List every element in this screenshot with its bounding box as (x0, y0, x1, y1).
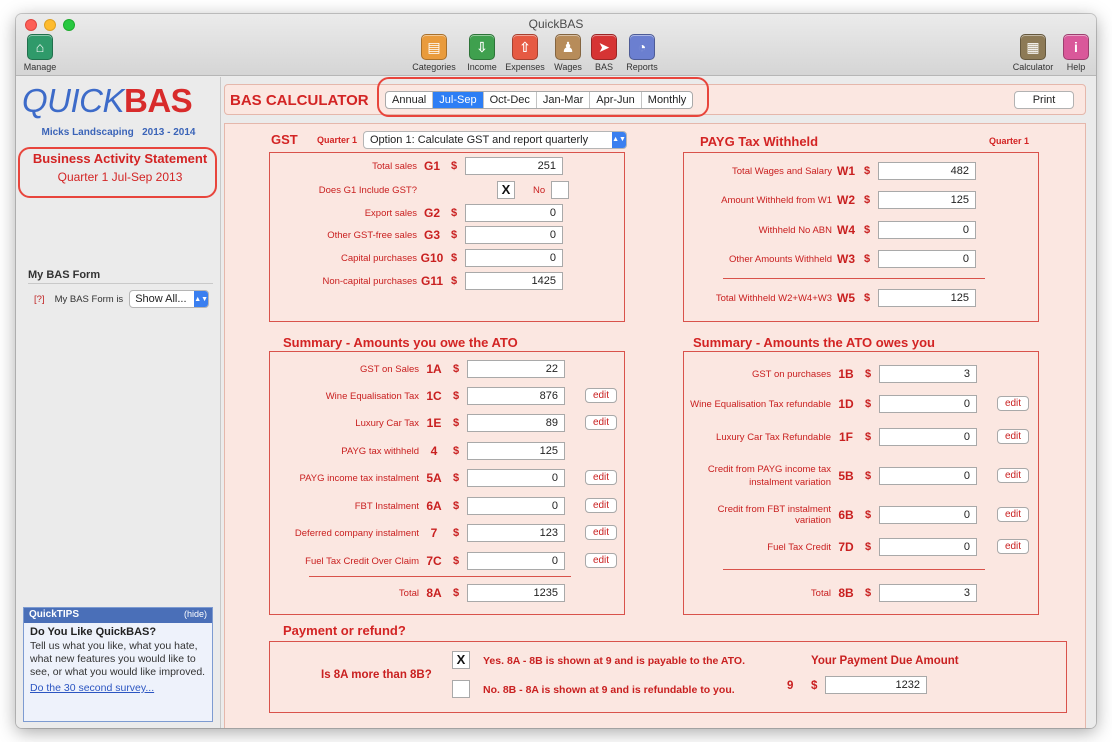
owe-4-dollar: $ (452, 445, 460, 457)
gst-g2-code: G2 (423, 206, 440, 220)
owes-7d-dollar: $ (864, 541, 872, 553)
gst-includes-no-label: No (533, 184, 546, 196)
owes-1f-dollar: $ (864, 431, 872, 443)
bas-button[interactable] (589, 34, 619, 72)
gst-g2-dollar: $ (450, 207, 458, 219)
owe-1a-label: GST on Sales (360, 363, 419, 375)
owe-1c-label: Wine Equalisation Tax (325, 390, 419, 402)
period-tab-oct-dec[interactable]: Oct-Dec (484, 92, 537, 108)
help-button[interactable] (1062, 34, 1090, 72)
help-label: Help (1066, 62, 1086, 72)
quicktips-panel (23, 607, 213, 722)
payg-w1-dollar: $ (863, 165, 871, 177)
payg-w3-field[interactable]: 0 (878, 250, 976, 268)
payment-due-field[interactable]: 1232 (825, 676, 927, 694)
owe-5a-row (275, 469, 565, 487)
main-area (222, 77, 1096, 728)
owes-1f-edit-button[interactable]: edit (997, 429, 1029, 444)
owes-7d-label: Fuel Tax Credit (767, 541, 831, 553)
payg-w4-field[interactable]: 0 (878, 221, 976, 239)
reports-label: Reports (626, 62, 658, 72)
logo-quick-text: QUICK (22, 82, 125, 119)
owe-4-label: PAYG tax withheld (341, 445, 419, 457)
owe-6a-field[interactable]: 0 (467, 497, 565, 515)
owes-1b-dollar: $ (864, 368, 872, 380)
owes-1d-label: Wine Equalisation Tax refundable (690, 398, 831, 410)
owes-1f-row (689, 428, 977, 446)
owes-1d-code: 1D (838, 397, 854, 411)
payg-w5-field[interactable]: 125 (878, 289, 976, 307)
people-icon: ♟ (555, 34, 581, 60)
owes-5b-code: 5B (838, 469, 854, 483)
expenses-button[interactable] (503, 34, 547, 72)
owes-6b-field[interactable]: 0 (879, 506, 977, 524)
quicktips-hide-link[interactable]: (hide) (183, 609, 207, 619)
payg-w5-label: Total Withheld W2+W4+W3 (715, 292, 832, 304)
owes-1f-code: 1F (838, 430, 853, 444)
gst-g1-label: Total sales (372, 160, 417, 172)
statement-period: Quarter 1 Jul-Sep 2013 (57, 170, 183, 184)
survey-link[interactable]: Do the 30 second survey... (30, 682, 155, 694)
payg-w3-dollar: $ (863, 253, 871, 265)
calculator-label: Calculator (1012, 62, 1054, 72)
gst-quarter: Quarter 1 (317, 135, 358, 145)
owe-1a-row (275, 360, 565, 378)
owe-7-code: 7 (430, 526, 438, 540)
owe-7c-code: 7C (426, 554, 442, 568)
owe-4-code: 4 (430, 444, 438, 458)
owes-6b-row (689, 506, 977, 524)
owe-1a-code: 1A (426, 362, 442, 376)
calculator-button[interactable] (1008, 34, 1058, 72)
gst-g10-row (275, 249, 563, 267)
owe-8a-field[interactable]: 1235 (467, 584, 565, 602)
company-info (16, 127, 221, 138)
period-tab-jan-mar[interactable]: Jan-Mar (537, 92, 590, 108)
owes-8b-label: Total (810, 587, 831, 599)
owes-5b-dollar: $ (864, 470, 872, 482)
owe-7c-field[interactable]: 0 (467, 552, 565, 570)
owes-1d-row (689, 395, 977, 413)
payg-total-rule (723, 278, 985, 279)
gst-g10-label: Capital purchases (340, 252, 417, 264)
refundable-text: No. 8B - 8A is shown at 9 and is refundable to you. (483, 684, 735, 696)
app-window (16, 14, 1096, 728)
owe-5a-code: 5A (426, 471, 442, 485)
owes-6b-label: Credit from FBT instalment variation (717, 504, 831, 526)
gst-g2-label: Export sales (364, 207, 417, 219)
select-arrows-icon: ▲▼ (194, 291, 208, 307)
owe-6a-row (275, 497, 565, 515)
calculator-title: BAS CALCULATOR (230, 92, 369, 109)
payg-w4-label: Withheld No ABN (758, 224, 832, 236)
income-button[interactable] (462, 34, 502, 72)
owe-1e-field[interactable]: 89 (467, 414, 565, 432)
gst-g11-dollar: $ (450, 275, 458, 287)
gst-includes-label: Does G1 Include GST? (318, 184, 417, 196)
owe-7-label: Deferred company instalment (294, 527, 419, 539)
gst-g11-code: G11 (420, 274, 444, 288)
owes-8b-code: 8B (838, 586, 854, 600)
mybas-form-select[interactable] (129, 290, 209, 308)
payg-w1-label: Total Wages and Salary (732, 165, 832, 177)
owe-7c-label: Fuel Tax Credit Over Claim (305, 555, 419, 567)
home-icon: ⌂ (27, 34, 53, 60)
select-arrows-icon: ▲▼ (612, 132, 626, 148)
owes-5b-row (689, 461, 977, 491)
payg-w4-code: W4 (837, 223, 855, 237)
payg-w4-dollar: $ (863, 224, 871, 236)
payg-w5-dollar: $ (863, 292, 871, 304)
payg-w4-row (689, 221, 976, 239)
owes-1d-edit-button[interactable]: edit (997, 396, 1029, 411)
owes-1b-row (689, 365, 977, 383)
owe-7c-dollar: $ (452, 555, 460, 567)
mybas-label: My BAS Form is (54, 293, 124, 305)
wages-button[interactable] (549, 34, 587, 72)
gst-g3-label: Other GST-free sales (327, 229, 417, 241)
gst-g10-code: G10 (420, 251, 444, 265)
calculator-icon: ▦ (1020, 34, 1046, 60)
owe-7-field[interactable]: 123 (467, 524, 565, 542)
owe-1e-label: Luxury Car Tax (355, 417, 419, 429)
quicktips-body: Tell us what you like, what you hate, what new features you would like to see, or what you would like improved. (30, 640, 206, 678)
owes-5b-edit-button[interactable]: edit (997, 468, 1029, 483)
owes-8b-dollar: $ (864, 587, 872, 599)
gst-g1-dollar: $ (450, 160, 458, 172)
categories-button[interactable] (408, 34, 460, 72)
gst-g10-dollar: $ (450, 252, 458, 264)
owe-7c-row (275, 552, 565, 570)
gst-g3-code: G3 (423, 228, 440, 242)
owe-1e-edit-button[interactable]: edit (585, 415, 617, 430)
bas-label: BAS (594, 62, 613, 72)
owes-5b-label: Credit from PAYG income tax instalment variation (707, 464, 831, 488)
period-tab-monthly[interactable]: Monthly (647, 94, 687, 106)
owes-1f-field[interactable]: 0 (879, 428, 977, 446)
sidebar (16, 77, 221, 728)
toolbar (16, 14, 1096, 76)
payg-title: PAYG Tax Withheld (700, 134, 819, 149)
mybas-heading: My BAS Form (28, 269, 213, 284)
owes-7d-edit-button[interactable]: edit (997, 539, 1029, 554)
gst-g11-label: Non-capital purchases (322, 275, 417, 287)
print-button[interactable]: Print (1014, 91, 1074, 109)
gst-includes-yes-checkbox[interactable]: X (497, 181, 515, 199)
owe-7c-edit-button[interactable]: edit (585, 553, 617, 568)
owes-5b-field[interactable]: 0 (879, 467, 977, 485)
mybas-help-link[interactable]: [?] (34, 293, 45, 305)
gst-g1-field[interactable]: 251 (465, 157, 563, 175)
owe-8a-dollar: $ (452, 587, 460, 599)
gst-g11-field[interactable]: 1425 (465, 272, 563, 290)
payment-code: 9 (787, 680, 794, 692)
owe-1c-field[interactable]: 876 (467, 387, 565, 405)
payg-w2-label: Amount Withheld from W1 (721, 194, 832, 206)
payg-w3-code: W3 (837, 252, 855, 266)
mybas-row (34, 290, 209, 308)
statement-title: Business Activity Statement (32, 151, 208, 166)
rocket-icon: ➤ (591, 34, 617, 60)
financial-year: 2013 - 2014 (142, 127, 196, 138)
owes-7d-row (689, 538, 977, 556)
owe-7-edit-button[interactable]: edit (585, 525, 617, 540)
owe-5a-dollar: $ (452, 472, 460, 484)
owes-1f-label: Luxury Car Tax Refundable (716, 431, 831, 443)
gst-includes-no-row (533, 181, 545, 199)
owe-5a-field[interactable]: 0 (467, 469, 565, 487)
payg-w2-field[interactable]: 125 (878, 191, 976, 209)
payg-w1-row (689, 162, 976, 180)
payg-w5-row (689, 289, 976, 307)
owe-total-rule (309, 576, 571, 577)
gst-g11-row (275, 272, 563, 290)
payment-dollar: $ (811, 680, 818, 692)
upload-tray-icon: ⇧ (512, 34, 538, 60)
owe-6a-label: FBT Instalment (354, 500, 419, 512)
owe-8a-row (275, 584, 565, 602)
quicktips-heading: Do You Like QuickBAS? (30, 626, 157, 638)
owes-6b-code: 6B (838, 508, 854, 522)
income-label: Income (467, 62, 497, 72)
payg-w1-field[interactable]: 482 (878, 162, 976, 180)
period-tabs-highlight (377, 77, 709, 117)
payable-text: Yes. 8A - 8B is shown at 9 and is payable to the ATO. (483, 655, 745, 667)
owe-5a-edit-button[interactable]: edit (585, 470, 617, 485)
period-tab-annual[interactable]: Annual (386, 92, 433, 108)
owes-1d-field[interactable]: 0 (879, 395, 977, 413)
gst-g10-field[interactable]: 0 (465, 249, 563, 267)
owe-4-row (275, 442, 565, 460)
payg-w2-dollar: $ (863, 194, 871, 206)
owe-7-dollar: $ (452, 527, 460, 539)
owe-1a-dollar: $ (452, 363, 460, 375)
pie-chart-icon: ◔ (629, 34, 655, 60)
refundable-checkbox[interactable] (452, 680, 470, 698)
owes-6b-dollar: $ (864, 509, 872, 521)
owe-1e-dollar: $ (452, 417, 460, 429)
payg-w3-row (689, 250, 976, 268)
owe-1c-row (275, 387, 565, 405)
categories-label: Categories (412, 62, 456, 72)
owe-7-row (275, 524, 565, 542)
gst-option-value: Option 1: Calculate GST and report quarterly (370, 134, 589, 146)
manage-button[interactable] (20, 34, 60, 72)
payg-w1-code: W1 (837, 164, 855, 178)
gst-g3-field[interactable]: 0 (465, 226, 563, 244)
owe-6a-edit-button[interactable]: edit (585, 498, 617, 513)
gst-g2-field[interactable]: 0 (465, 204, 563, 222)
wages-label: Wages (554, 62, 582, 72)
owe-8a-label: Total (398, 587, 419, 599)
owe-1e-code: 1E (426, 416, 442, 430)
payment-title: Payment or refund? (283, 623, 406, 638)
gst-g2-row (275, 204, 563, 222)
period-tab-apr-jun[interactable]: Apr-Jun (590, 92, 642, 108)
owes-8b-row (689, 584, 977, 602)
reports-button[interactable] (621, 34, 663, 72)
mybas-form-value: Show All... (135, 293, 187, 305)
payment-due-label: Your Payment Due Amount (811, 655, 959, 667)
download-tray-icon: ⇩ (469, 34, 495, 60)
quicktips-header (24, 608, 212, 623)
owes-title: Summary - Amounts the ATO owes you (693, 335, 935, 350)
owe-5a-label: PAYG income tax instalment (299, 472, 419, 484)
gst-title: GST (271, 132, 298, 147)
gst-g1-code: G1 (423, 159, 440, 173)
owes-total-rule (723, 569, 985, 570)
gst-g3-dollar: $ (450, 229, 458, 241)
expenses-label: Expenses (505, 62, 545, 72)
owe-title: Summary - Amounts you owe the ATO (283, 335, 518, 350)
gst-includes-no-checkbox[interactable] (551, 181, 569, 199)
gst-g1-row (275, 157, 563, 175)
owes-1b-code: 1B (838, 367, 854, 381)
payment-question: Is 8A more than 8B? (321, 669, 432, 681)
owe-1a-field[interactable]: 22 (467, 360, 565, 378)
payg-w2-row (689, 191, 976, 209)
payg-w3-label: Other Amounts Withheld (729, 253, 832, 265)
owes-6b-edit-button[interactable]: edit (997, 507, 1029, 522)
statement-highlight (18, 147, 217, 198)
owes-7d-code: 7D (838, 540, 854, 554)
quicktips-title: QuickTIPS (29, 609, 80, 620)
quickbas-logo (22, 83, 192, 119)
owes-7d-field[interactable]: 0 (879, 538, 977, 556)
owe-1c-code: 1C (426, 389, 442, 403)
gst-g3-row (275, 226, 563, 244)
owe-1c-edit-button[interactable]: edit (585, 388, 617, 403)
payg-quarter: Quarter 1 (989, 136, 1030, 146)
owe-1e-row (275, 414, 565, 432)
period-tab-jul-sep[interactable]: Jul-Sep (433, 92, 483, 108)
owe-1c-dollar: $ (452, 390, 460, 402)
owes-1b-label: GST on purchases (751, 368, 831, 380)
owe-8a-code: 8A (426, 586, 442, 600)
payg-w5-code: W5 (837, 291, 855, 305)
info-icon: i (1063, 34, 1089, 60)
window-title: QuickBAS (528, 17, 584, 31)
bas-form (224, 123, 1086, 728)
payg-w2-code: W2 (837, 193, 855, 207)
folder-icon: ▤ (421, 34, 447, 60)
owes-8b-field[interactable]: 3 (879, 584, 977, 602)
owe-6a-code: 6A (426, 499, 442, 513)
gst-option-select[interactable] (363, 131, 627, 149)
logo-bas-text: BAS (124, 82, 193, 119)
payable-checkbox[interactable]: X (452, 651, 470, 669)
manage-label: Manage (23, 62, 57, 72)
owes-1d-dollar: $ (864, 398, 872, 410)
owe-6a-dollar: $ (452, 500, 460, 512)
owe-4-field[interactable]: 125 (467, 442, 565, 460)
owes-1b-field[interactable]: 3 (879, 365, 977, 383)
company-name: Micks Landscaping (41, 127, 134, 138)
gst-includes-row (275, 181, 417, 199)
